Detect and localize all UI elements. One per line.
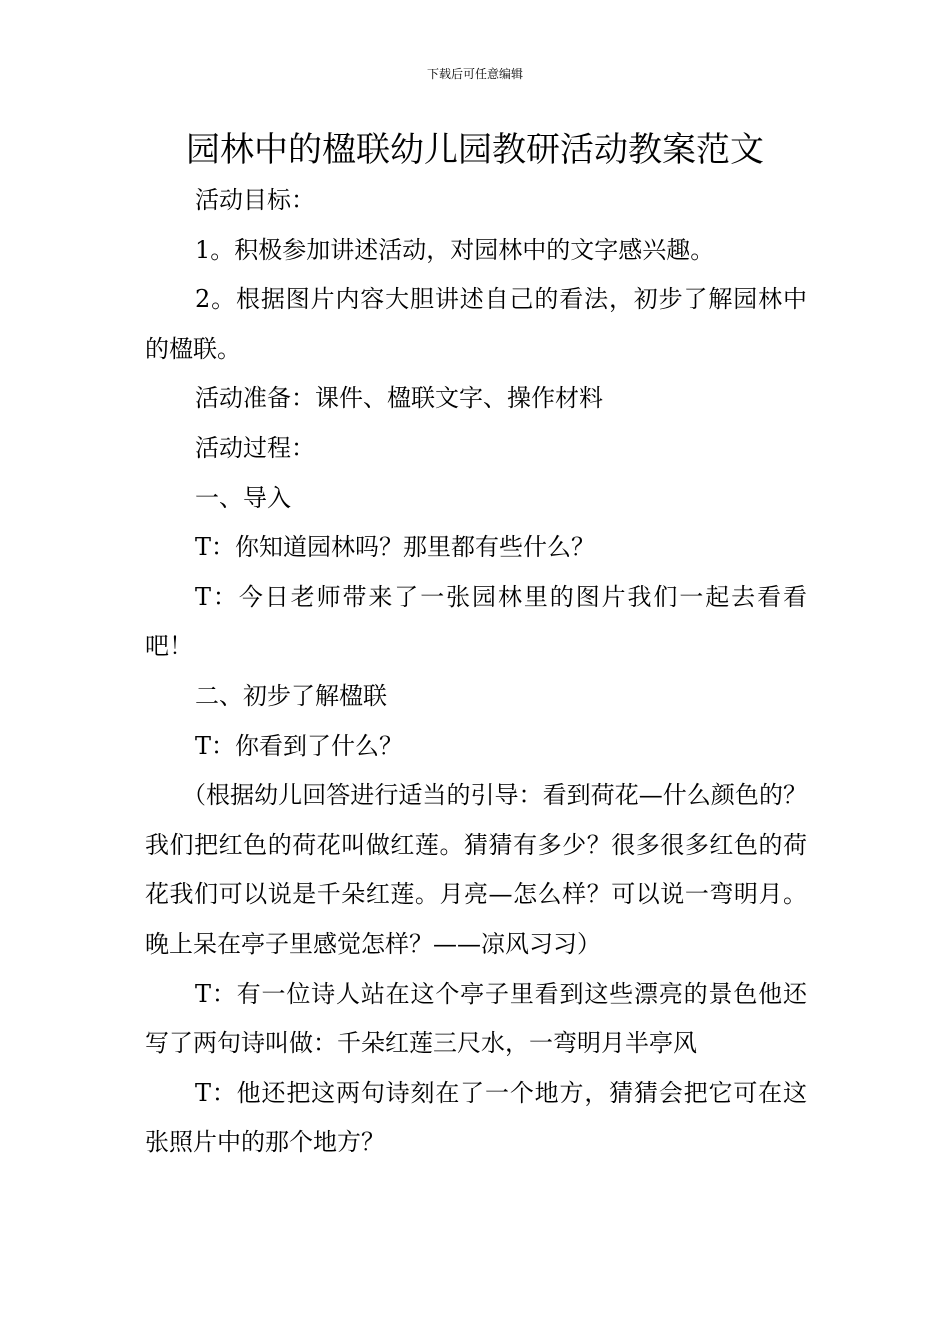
paragraph-question-4: T：他还把这两句诗刻在了一个地方，猜猜会把它可在这张照片中的那个地方？ bbox=[145, 1078, 807, 1157]
paragraph-objectives-heading: 活动目标： bbox=[195, 186, 315, 214]
paragraph-section-intro: 一、导入 bbox=[195, 483, 291, 512]
paragraph-guidance: （根据幼儿回答进行适当的引导：看到荷花—什么颜色的？我们把红色的荷花叫做红莲。猜猜有多少？很多很多红色的荷花我们可以说是千朵红莲。月亮—怎么样？可以说一弯明月。晚上呆在亭子里感觉怎样？——凉风习习） bbox=[145, 781, 807, 958]
paragraph-process-heading: 活动过程： bbox=[195, 433, 315, 462]
page-header-note: 下载后可任意编辑 bbox=[426, 67, 523, 81]
document-body bbox=[145, 176, 807, 1168]
paragraph-poem: T：有一位诗人站在这个亭子里看到这些漂亮的景色他还写了两句诗叫做：千朵红莲三尺水，一弯明月半亭风 bbox=[145, 979, 807, 1058]
paragraph-question-2: T：今日老师带来了一张园林里的图片我们一起去看看吧！ bbox=[145, 582, 807, 661]
paragraph-preparation: 活动准备：课件、楹联文字、操作材料 bbox=[195, 384, 603, 413]
paragraph-question-3: T：你看到了什么？ bbox=[195, 731, 404, 760]
paragraph-objective-2: 2。根据图片内容大胆讲述自己的看法，初步了解园林中的楹联。 bbox=[145, 285, 807, 363]
paragraph-objective-1: 1。积极参加讲述活动，对园林中的文字感兴趣。 bbox=[195, 235, 715, 264]
paragraph-question-1: T：你知道园林吗？那里都有些什么？ bbox=[195, 533, 596, 562]
paragraph-section-two: 二、初步了解楹联 bbox=[195, 681, 387, 710]
document-title: 园林中的楹联幼儿园教研活动教案范文 bbox=[186, 130, 764, 170]
